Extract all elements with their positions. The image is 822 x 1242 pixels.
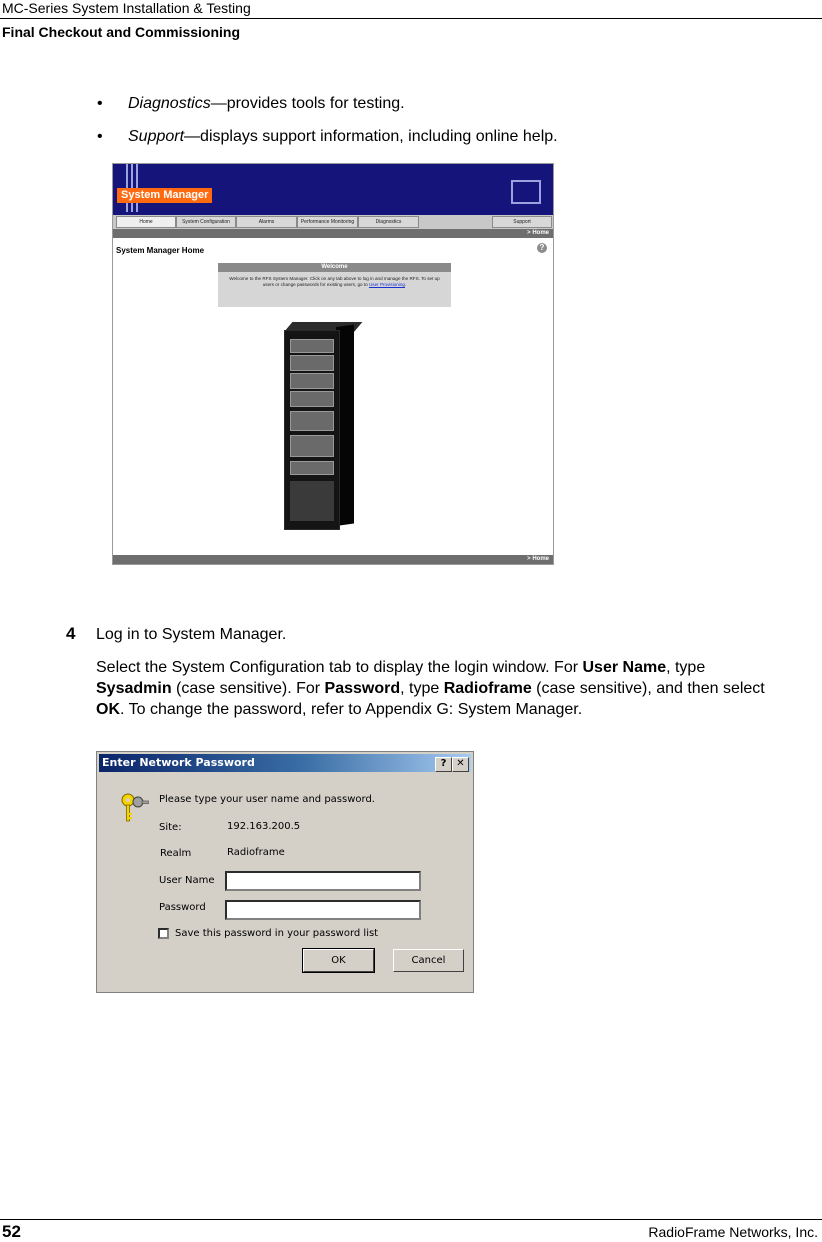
sm-user-provisioning-link[interactable]: User Provisioning — [368, 281, 405, 287]
sm-tab-diagnostics[interactable]: Diagnostics — [358, 216, 419, 228]
bullet-text: —displays support information, including online help. — [184, 128, 558, 145]
sm-welcome-text: Welcome to the RFS System Manager. Click on any tab above to log in and manage the RFS. To set up users or change passwords for existing users, go to User Provisioning. — [229, 276, 440, 287]
rack-open-bay — [290, 481, 334, 521]
sm-home-link[interactable]: > Home — [527, 230, 549, 236]
bullet-dot: • — [97, 95, 103, 112]
sm-footer-bar — [113, 555, 553, 564]
bullet-term: Support — [128, 128, 185, 145]
save-password-checkbox[interactable] — [158, 928, 169, 939]
sm-tab-alarms[interactable]: Alarms — [236, 216, 297, 228]
sm-page-title: System Manager Home — [116, 246, 205, 255]
site-label: Site: — [159, 822, 182, 833]
bullet-text: —provides tools for testing. — [210, 95, 405, 112]
bullet-dot: • — [97, 128, 103, 145]
sm-nav-bar — [113, 229, 553, 238]
sm-logo: System Manager — [117, 188, 212, 203]
company-name: RadioFrame Networks, Inc. — [648, 1224, 818, 1240]
bullet-term: Diagnostics — [128, 95, 211, 112]
user-name-label: User Name — [159, 875, 215, 886]
step-number: 4 — [66, 624, 76, 643]
keys-icon — [119, 791, 149, 823]
realm-label: Realm — [160, 848, 192, 859]
dialog-prompt: Please type your user name and password. — [159, 794, 375, 805]
section-title: Final Checkout and Commissioning — [2, 24, 241, 40]
sm-tab-system-configuration[interactable]: System Configuration — [176, 216, 236, 228]
sm-tab-bar — [113, 215, 553, 229]
rack-unit — [290, 391, 334, 407]
system-manager-screenshot — [112, 163, 554, 565]
page-number: 52 — [2, 1222, 21, 1241]
help-button[interactable]: ? — [435, 757, 452, 772]
sm-corner-graphic — [511, 180, 541, 204]
dialog-title: Enter Network Password — [102, 756, 255, 769]
sm-footer-home-link[interactable]: > Home — [527, 556, 549, 562]
step-title: Log in to System Manager. — [96, 626, 287, 643]
site-value: 192.163.200.5 — [227, 821, 301, 832]
rack-unit — [290, 435, 334, 457]
sm-banner — [113, 164, 553, 215]
header-rule — [0, 18, 822, 19]
sm-tab-home[interactable]: Home — [116, 216, 176, 228]
close-icon[interactable]: ✕ — [452, 757, 469, 772]
password-field[interactable] — [225, 900, 421, 920]
rack-unit — [290, 339, 334, 353]
realm-value: Radioframe — [227, 847, 285, 858]
sm-tab-support[interactable]: Support — [492, 216, 552, 228]
rack-unit — [290, 411, 334, 431]
cancel-button[interactable]: Cancel — [393, 949, 464, 972]
rack-unit — [290, 373, 334, 389]
user-name-field[interactable] — [225, 871, 421, 891]
step-body: Select the System Configuration tab to display the login window. For User Name, type Sysadmin (case sensitive). For Password, type Radioframe (case sensitive), and then select OK. To change the password, refer to Appendix G: System Manager. — [96, 659, 765, 718]
bullet-diagnostics — [97, 95, 405, 113]
save-password-label: Save this password in your password list — [175, 928, 379, 939]
dialog-title-bar — [99, 754, 471, 772]
ok-button[interactable]: OK — [303, 949, 374, 972]
rack-unit — [290, 355, 334, 371]
rack-unit — [290, 461, 334, 475]
bullet-support — [97, 128, 558, 146]
document-title: MC-Series System Installation & Testing — [2, 0, 251, 16]
network-password-dialog — [96, 751, 474, 993]
rack-image — [284, 330, 340, 530]
sm-welcome-box — [218, 263, 451, 307]
sm-welcome-title: Welcome — [218, 263, 451, 272]
password-label: Password — [159, 902, 206, 913]
help-icon[interactable]: ? — [537, 243, 547, 253]
sm-tab-performance-monitoring[interactable]: Performance Monitoring — [297, 216, 358, 228]
footer-rule — [0, 1219, 822, 1220]
